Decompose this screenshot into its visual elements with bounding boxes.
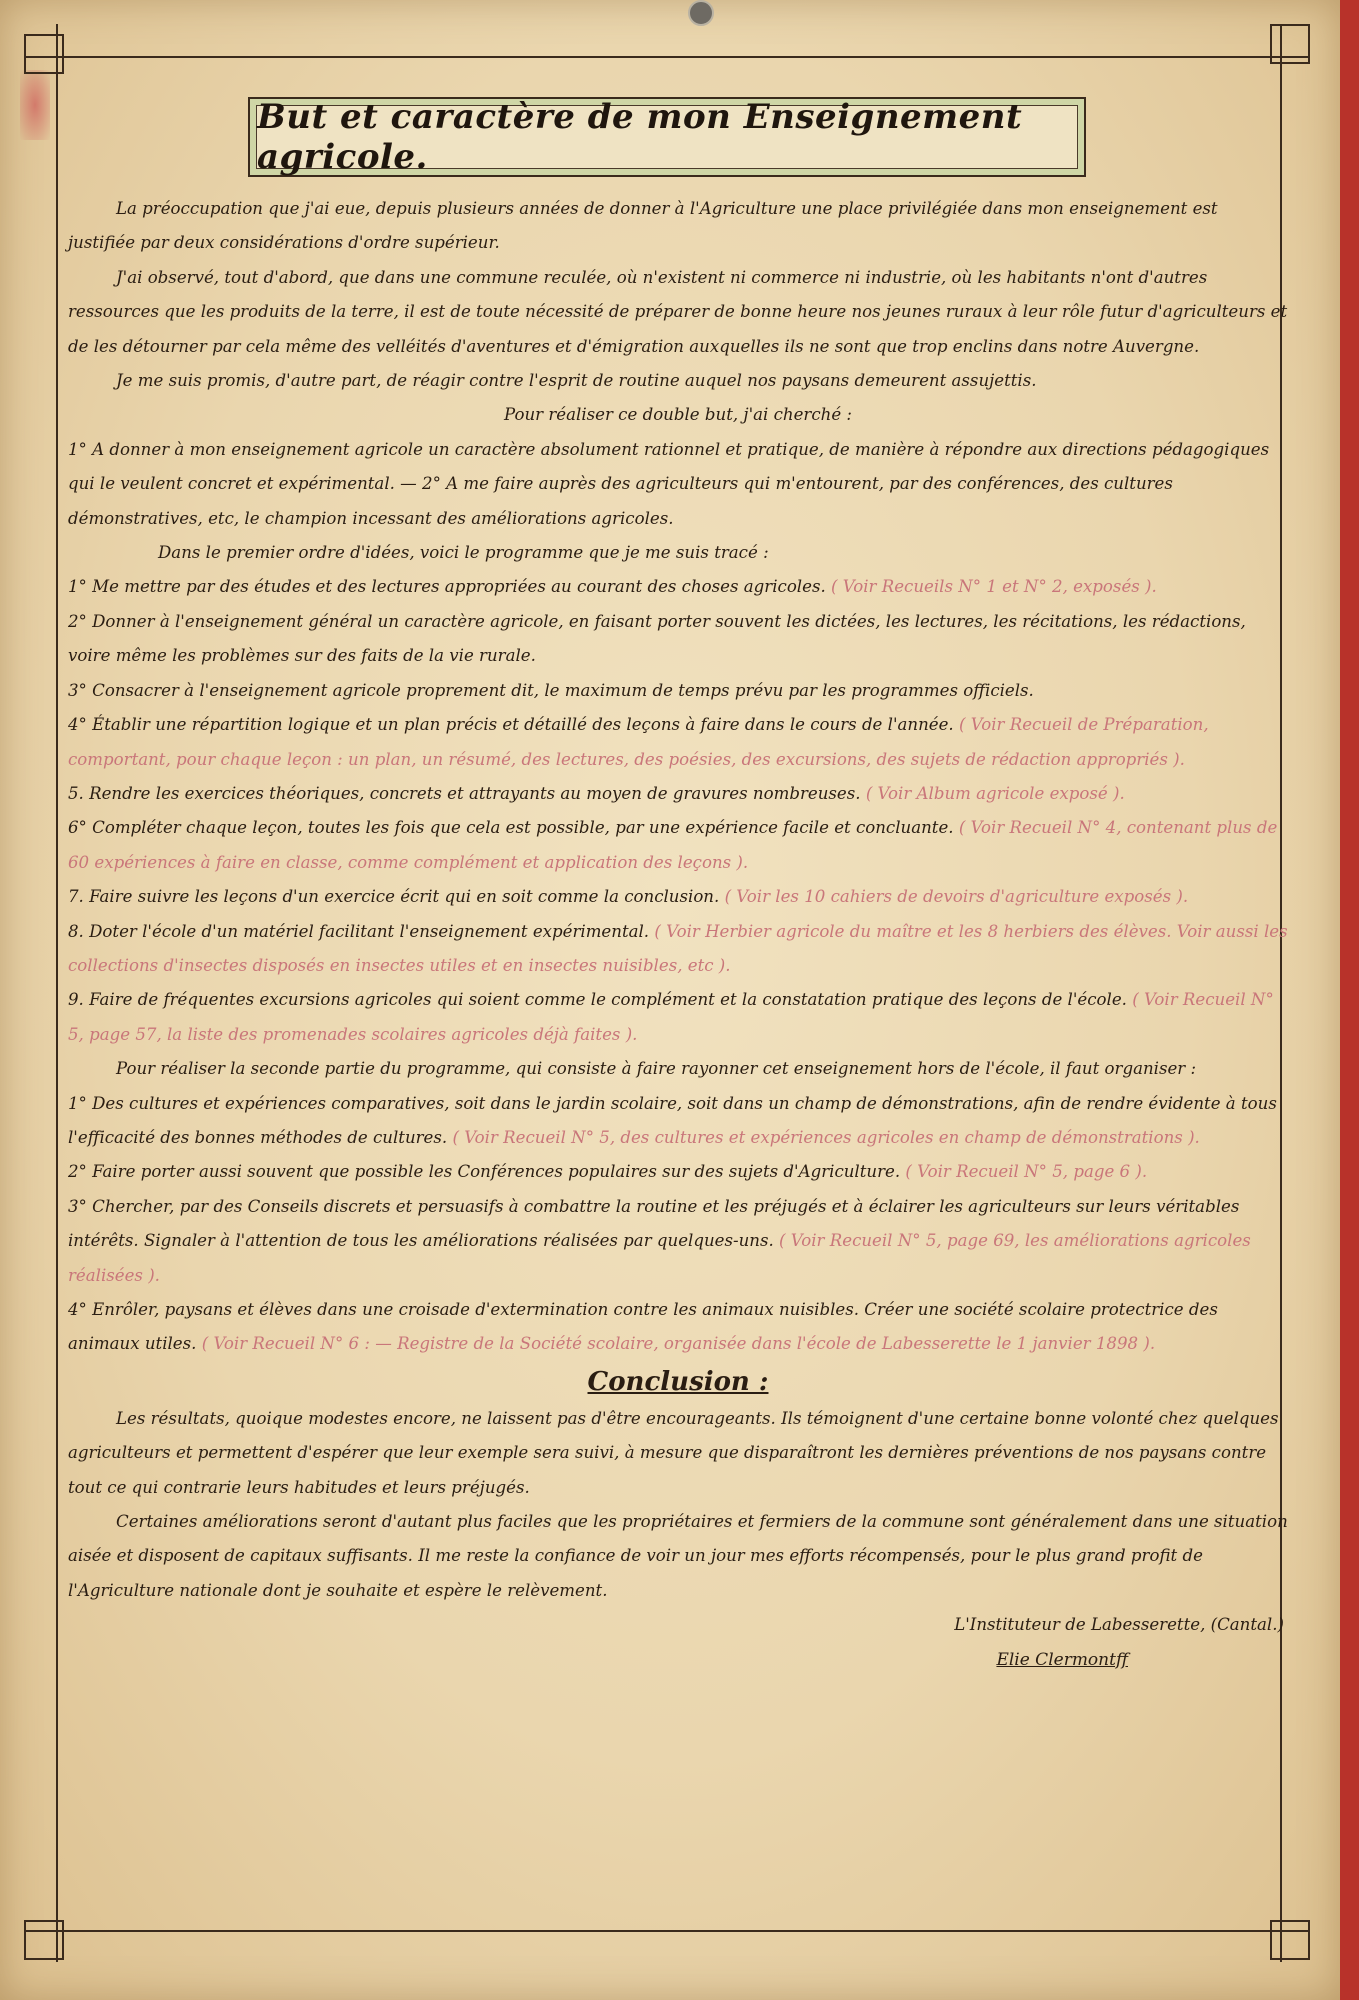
second-item-2 xyxy=(68,1155,1288,1189)
conclusion-paragraph-2: Certaines améliorations seront d'autant plus faciles que les propriétaires et fermiers de la commune sont généralement dans une situation aisée et disposent de capitaux suffisants. Il me reste la confiance de voir un jour mes efforts récompensés, pour le plus grand profit de l'Agriculture nationale dont je souhaite et espère le relèvement. xyxy=(68,1512,1288,1600)
title-inner xyxy=(256,97,1078,177)
conclusion-paragraph-1: Les résultats, quoique modestes encore, ne laissent pas d'être encourageants. Ils témoignent d'une certaine bonne volonté chez quelques agriculteurs et permettent d'espérer que leur exemple sera suivi, à mesure que disparaîtront les dernières préventions de nos paysans contre tout ce qui contrarie leurs habitudes et leurs préjugés. xyxy=(68,1408,1279,1497)
program-item-text: 6° Compléter chaque leçon, toutes les fois que cela est possible, par une expérience facile et concluante. xyxy=(68,818,954,838)
program-item-text: 3° Consacrer à l'enseignement agricole proprement dit, le maximum de temps prévu par les programmes officiels. xyxy=(68,680,1034,700)
frame-corner-tr xyxy=(1270,24,1310,64)
program-item-text: 1° Me mettre par des études et des lectures appropriées au courant des choses agricoles. xyxy=(68,577,826,597)
program-item-text: 7. Faire suivre les leçons d'un exercice écrit qui en soit comme la conclusion. xyxy=(68,887,720,907)
program-item-7 xyxy=(68,880,1288,914)
program-item-text: 9. Faire de fréquentes excursions agricoles qui soient comme le complément et la constatation pratique des leçons de l'école. xyxy=(68,990,1127,1010)
intro-paragraph-1: La préoccupation que j'ai eue, depuis plusieurs années de donner à l'Agriculture une place privilégiée dans mon enseignement est justifiée par deux considérations d'ordre supérieur. xyxy=(68,199,1218,253)
program-item-ref: ( Voir Recueil de Préparation, comportant, pour chaque leçon : un plan, un résumé, des lectures, des poésies, des excursions, des sujets de rédaction appropriés ). xyxy=(68,715,1209,769)
frame-top-line xyxy=(24,56,1310,58)
conclusion-title: Conclusion : xyxy=(587,1366,769,1397)
frame-bottom-line xyxy=(24,1930,1310,1932)
page-title: But et caractère de mon Enseignement agricole. xyxy=(257,97,1023,177)
second-item-ref: ( Voir Recueil N° 5, page 69, les améliorations agricoles réalisées ). xyxy=(68,1231,1251,1285)
program-item-text: 4° Établir une répartition logique et un plan précis et détaillé des leçons à faire dans le cours de l'année. xyxy=(68,715,954,735)
program-item-text: 2° Donner à l'enseignement général un caractère agricole, en faisant porter souvent les dictées, les lectures, les récitations, les rédactions, voire même les problèmes sur des faits de la vie rurale. xyxy=(68,611,1246,666)
program-item-1 xyxy=(68,570,1288,604)
program-item-4 xyxy=(68,708,1288,777)
second-item-text: 3° Chercher, par des Conseils discrets et persuasifs à combattre la routine et les préjugés et à éclairer les agriculteurs sur leurs véritables intérêts. Signaler à l'attention de tous les améliorations réalisées par quelques-uns. xyxy=(68,1196,1240,1251)
second-item-text: 2° Faire porter aussi souvent que possible les Conférences populaires sur des sujets d'Agriculture. xyxy=(68,1162,901,1182)
signature: Elie Clermontff xyxy=(996,1649,1128,1670)
second-item-text: 4° Enrôler, paysans et élèves dans une croisade d'extermination contre les animaux nuisibles. Créer une société scolaire protectrice des animaux utiles. xyxy=(68,1300,1218,1354)
program-item-3 xyxy=(68,674,1288,708)
goal-intro: Pour réaliser ce double but, j'ai cherché : xyxy=(504,405,852,425)
program-item-ref: ( Voir Album agricole exposé ). xyxy=(865,783,1125,803)
program-item-ref: ( Voir Recueil N° 5, page 57, la liste des promenades scolaires agricoles déjà faites ). xyxy=(68,990,1274,1044)
program-intro: Dans le premier ordre d'idées, voici le programme que je me suis tracé : xyxy=(158,543,769,563)
intro-paragraph-3: Je me suis promis, d'autre part, de réagir contre l'esprit de routine auquel nos paysans demeurent assujettis. xyxy=(116,371,1037,391)
program-item-text: 5. Rendre les exercices théoriques, concrets et attrayants au moyen de gravures nombreuses. xyxy=(68,783,861,803)
frame-left-line xyxy=(56,24,58,1962)
program-item-ref: ( Voir Recueil N° 4, contenant plus de 60 expériences à faire en classe, comme complément et application des leçons ). xyxy=(68,818,1278,872)
goals-paragraph: 1° A donner à mon enseignement agricole un caractère absolument rationnel et pratique, de manière à répondre aux directions pédagogiques qui le veulent concret et expérimental. — 2° A me faire auprès des agriculteurs qui m'entourent, par des conférences, des cultures démonstratives, etc, le champion incessant des améliorations agricoles. xyxy=(68,439,1270,528)
program-item-ref: ( Voir Recueils N° 1 et N° 2, exposés ). xyxy=(831,577,1157,597)
program-item-5 xyxy=(68,777,1288,811)
document-body xyxy=(68,192,1288,1677)
program-item-text: 8. Doter l'école d'un matériel facilitant l'enseignement expérimental. xyxy=(68,921,650,941)
second-item-text: 1° Des cultures et expériences comparatives, soit dans le jardin scolaire, soit dans un champ de démonstrations, afin de rendre évidente à tous l'efficacité des bonnes méthodes de cultures. xyxy=(68,1093,1277,1147)
second-item-ref: ( Voir Recueil N° 5, des cultures et expériences agricoles en champ de démonstrations ). xyxy=(452,1127,1200,1147)
program-item-8 xyxy=(68,915,1288,984)
second-item-1 xyxy=(68,1087,1288,1156)
intro-paragraph-2: J'ai observé, tout d'abord, que dans une commune reculée, où n'existent ni commerce ni industrie, où les habitants n'ont d'autres ressources que les produits de la terre, il est de toute nécessité de préparer de bonne heure nos jeunes ruraux à leur rôle futur d'agriculteurs et de les détourner par cela même des velléités d'aventures et d'émigration auxquelles ils ne sont que trop enclins dans notre Auvergne. xyxy=(68,267,1288,356)
frame-corner-bl xyxy=(24,1920,64,1960)
second-intro: Pour réaliser la seconde partie du programme, qui consiste à faire rayonner cet enseignement hors de l'école, il faut organiser : xyxy=(116,1059,1197,1079)
program-item-ref: ( Voir Herbier agricole du maître et les 8 herbiers des élèves. Voir aussi les collections d'insectes disposés en insectes utiles et en insectes nuisibles, etc ). xyxy=(68,921,1288,975)
frame-corner-br xyxy=(1270,1920,1310,1960)
program-item-2 xyxy=(68,605,1288,674)
title-box xyxy=(248,97,1086,177)
signature-line: L'Instituteur de Labesserette, (Cantal.) xyxy=(954,1615,1284,1635)
program-item-6 xyxy=(68,811,1288,880)
frame-corner-tl xyxy=(24,34,64,74)
hanging-hole xyxy=(688,0,714,26)
second-item-ref: ( Voir Recueil N° 5, page 6 ). xyxy=(905,1162,1148,1182)
program-item-9 xyxy=(68,983,1288,1052)
second-item-ref: ( Voir Recueil N° 6 : — Registre de la Société scolaire, organisée dans l'école de Labesserette le 1 janvier 1898 ). xyxy=(201,1334,1156,1354)
red-stain xyxy=(20,70,50,140)
second-item-4 xyxy=(68,1293,1288,1362)
program-item-ref: ( Voir les 10 cahiers de devoirs d'agriculture exposés ). xyxy=(724,887,1189,907)
second-item-3 xyxy=(68,1190,1288,1293)
